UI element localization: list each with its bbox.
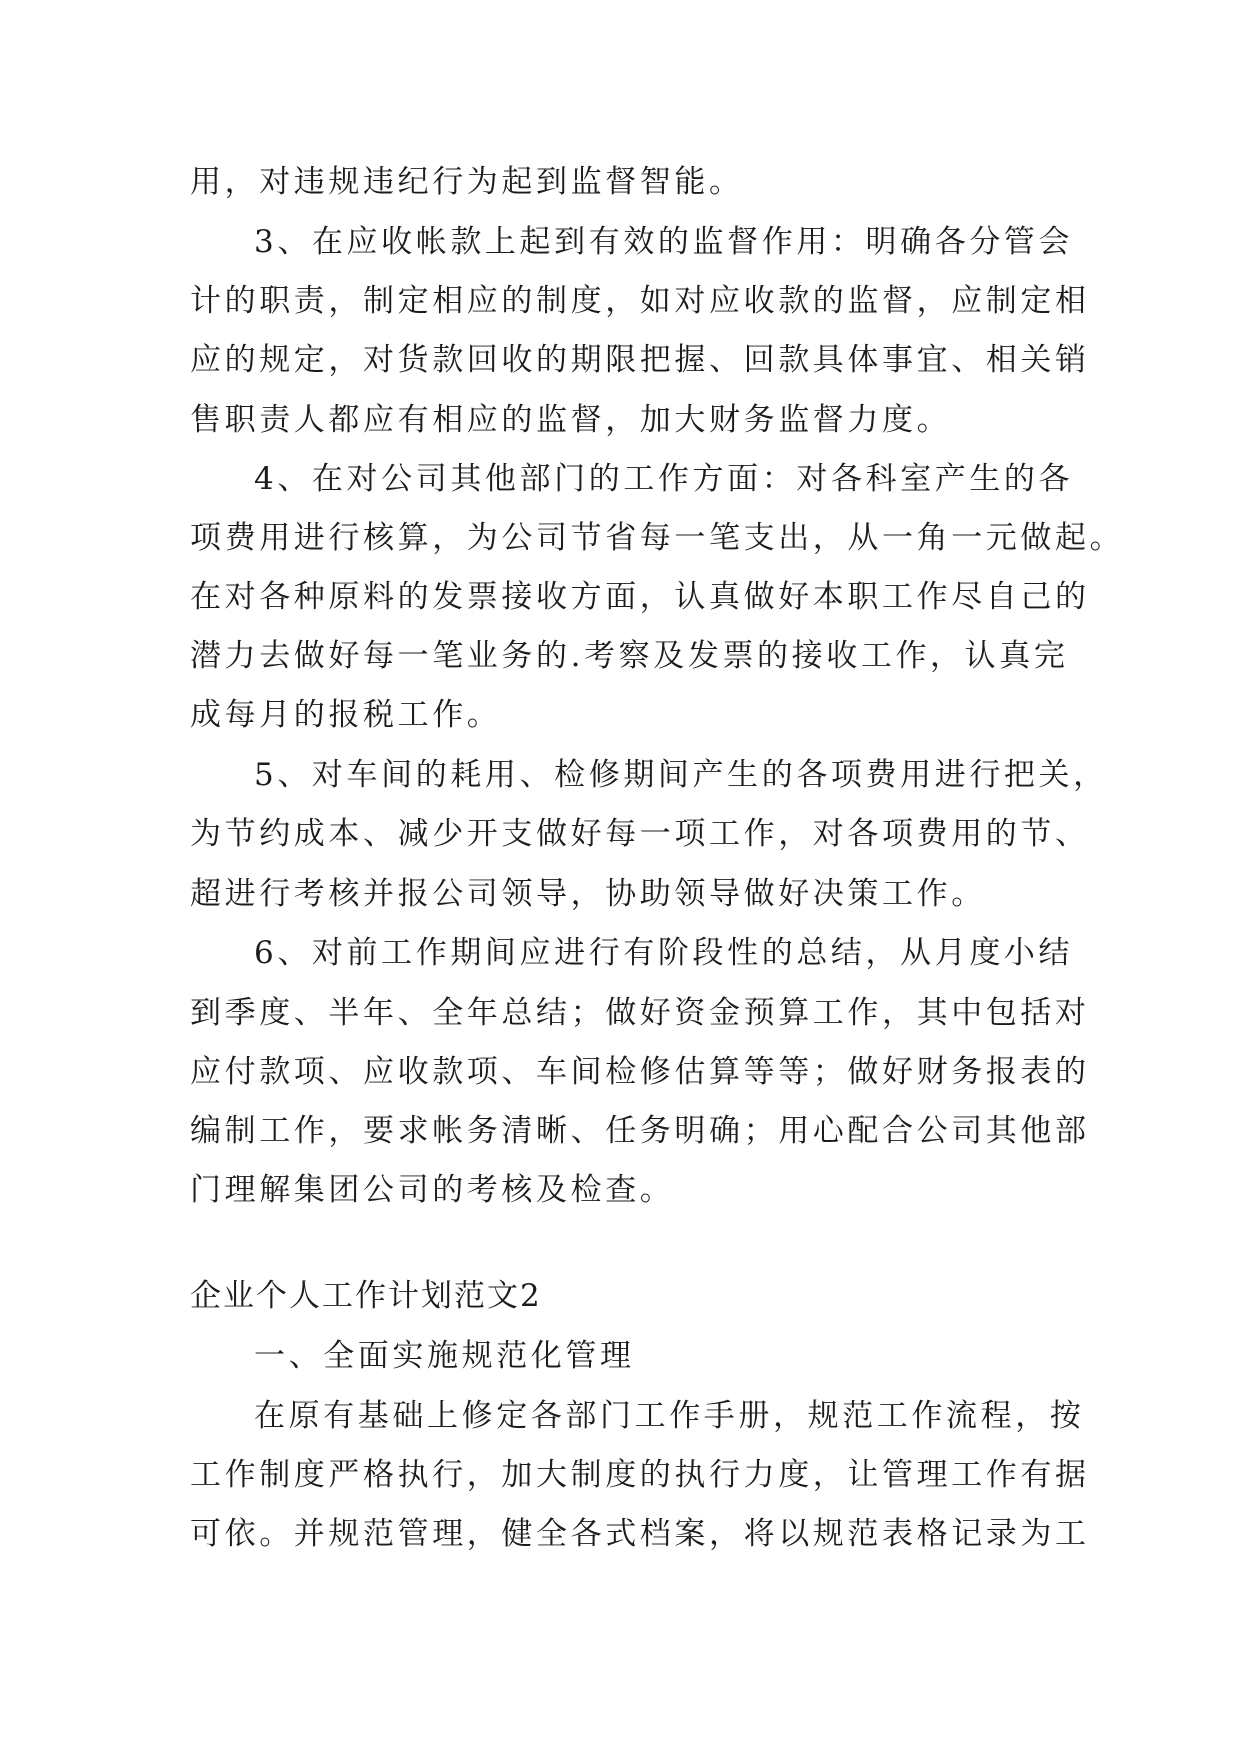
paragraph-line: 编制工作，要求帐务清晰、任务明确；用心配合公司其他部 (190, 1113, 1090, 1149)
paragraph-line: 潜力去做好每一笔业务的.考察及发票的接收工作，认真完 (190, 638, 1069, 674)
paragraph-line: 项费用进行核算，为公司节省每一笔支出，从一角一元做起。 (190, 520, 1125, 556)
section-heading: 一、全面实施规范化管理 (254, 1338, 635, 1374)
paragraph-line: 可依。并规范管理，健全各式档案，将以规范表格记录为工 (190, 1516, 1090, 1552)
paragraph-line: 4、在对公司其他部门的工作方面：对各科室产生的各 (254, 461, 1074, 497)
paragraph-line: 应付款项、应收款项、车间检修估算等等；做好财务报表的 (190, 1054, 1090, 1090)
paragraph-line: 用，对违规违纪行为起到监督智能。 (190, 164, 744, 200)
paragraph-line: 在对各种原料的发票接收方面，认真做好本职工作尽自己的 (190, 579, 1090, 615)
paragraph-line: 为节约成本、减少开支做好每一项工作，对各项费用的节、 (190, 816, 1090, 852)
paragraph-line: 到季度、半年、全年总结；做好资金预算工作，其中包括对 (190, 995, 1090, 1031)
paragraph-line: 5、对车间的耗用、检修期间产生的各项费用进行把关， (254, 757, 1108, 793)
paragraph-line: 工作制度严格执行，加大制度的执行力度，让管理工作有据 (190, 1457, 1090, 1493)
paragraph-line: 计的职责，制定相应的制度，如对应收款的监督，应制定相 (190, 283, 1090, 319)
paragraph-line: 售职责人都应有相应的监督，加大财务监督力度。 (190, 402, 952, 438)
paragraph-line: 在原有基础上修定各部门工作手册，规范工作流程，按 (254, 1398, 1085, 1434)
paragraph-line: 门理解集团公司的考核及检查。 (190, 1172, 675, 1208)
paragraph-line: 应的规定，对货款回收的期限把握、回款具体事宜、相关销 (190, 342, 1090, 378)
paragraph-line: 6、对前工作期间应进行有阶段性的总结，从月度小结 (254, 935, 1074, 971)
section-title: 企业个人工作计划范文2 (190, 1278, 542, 1314)
paragraph-line: 超进行考核并报公司领导，协助领导做好决策工作。 (190, 876, 986, 912)
paragraph-line: 3、在应收帐款上起到有效的监督作用：明确各分管会 (254, 224, 1074, 260)
paragraph-line: 成每月的报税工作。 (190, 697, 502, 733)
